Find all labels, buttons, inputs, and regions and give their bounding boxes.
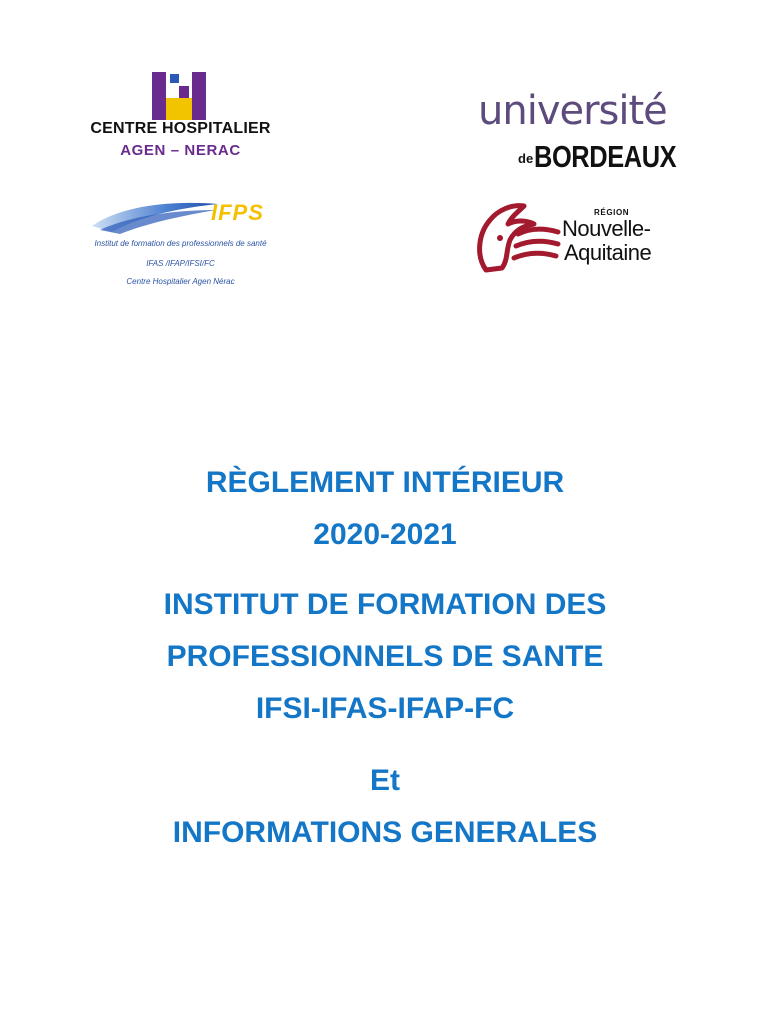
ifps-name: IFPS <box>211 200 264 225</box>
hospital-location: AGEN – NERAC <box>120 142 241 159</box>
institute-line-2: PROFESSIONNELS DE SANTE <box>166 640 604 673</box>
region-name-line-1: Nouvelle- <box>562 216 651 241</box>
hospital-name: CENTRE HOSPITALIER <box>90 120 271 137</box>
institute-line-3: IFSI-IFAS-IFAP-FC <box>255 692 515 725</box>
swoosh-icon <box>90 198 220 238</box>
document-title: RÈGLEMENT INTÉRIEUR <box>205 466 565 499</box>
region-name-line-2: Aquitaine <box>564 240 652 265</box>
university-city: BORDEAUX <box>534 139 677 174</box>
ifps-line-2: IFAS /IFAP/IFSI/FC <box>146 259 215 268</box>
institute-line-1: INSTITUT DE FORMATION DES <box>163 588 607 621</box>
ifps-line-3: Centre Hospitalier Agen Nérac <box>126 277 235 286</box>
conjunction: Et <box>370 764 400 797</box>
ifps-line-1: Institut de formation des professionnels de santé <box>94 239 267 248</box>
university-de: de <box>518 151 534 166</box>
ifps-logo <box>78 198 283 298</box>
region-label: RÉGION <box>594 208 630 217</box>
region-nouvelle-aquitaine-logo <box>472 198 677 278</box>
universite-bordeaux-logo <box>478 88 678 183</box>
lion-icon <box>472 198 562 276</box>
hospital-h-icon <box>148 72 210 120</box>
centre-hospitalier-logo <box>88 70 273 170</box>
document-subtitle: INFORMATIONS GENERALES <box>172 816 598 849</box>
document-year: 2020-2021 <box>313 518 457 551</box>
university-name: université <box>478 88 667 134</box>
